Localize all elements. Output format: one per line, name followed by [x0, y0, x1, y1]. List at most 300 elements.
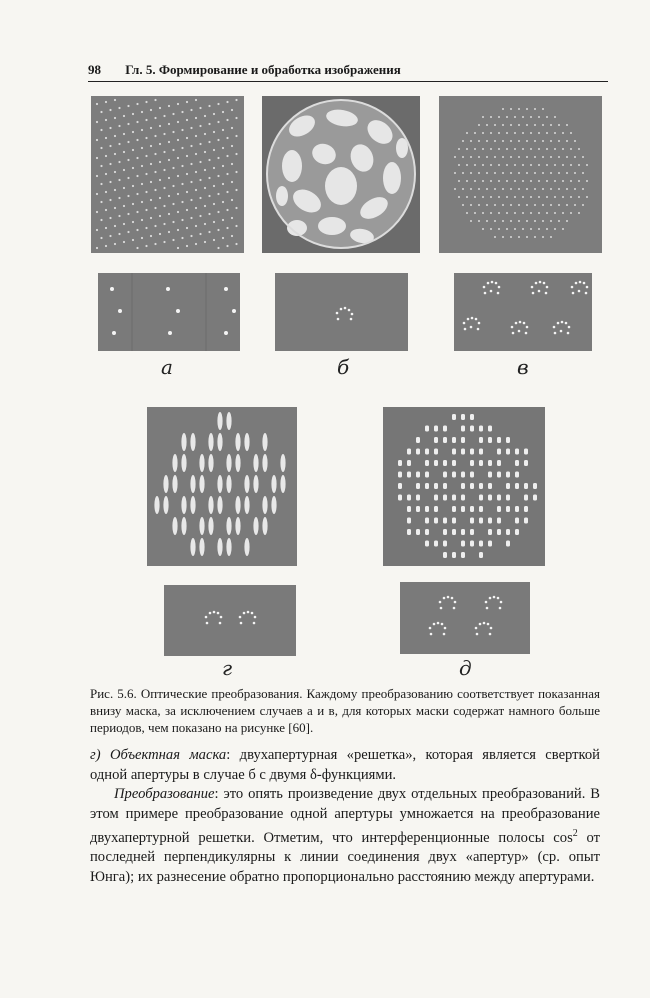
fringe-dot — [416, 449, 420, 455]
lattice-spot — [109, 127, 111, 129]
mask-spot — [554, 332, 557, 335]
mask-spot — [572, 292, 575, 295]
lattice-spot — [226, 245, 228, 247]
lattice-spot — [204, 187, 206, 189]
lattice-spot — [199, 143, 201, 145]
fringe-band — [280, 475, 285, 493]
fringe-dot — [398, 495, 402, 501]
fringe-band — [271, 496, 276, 514]
fringe-dot — [434, 506, 438, 512]
lattice-spot — [145, 119, 147, 121]
panel-background — [164, 585, 296, 656]
lattice-spot — [462, 140, 464, 142]
mask-spot — [430, 633, 433, 636]
lattice-spot — [494, 236, 496, 238]
lattice-spot — [123, 151, 125, 153]
lattice-spot — [181, 147, 183, 149]
lattice-spot — [518, 188, 520, 190]
lattice-spot — [154, 117, 156, 119]
lattice-spot — [168, 231, 170, 233]
lattice-spot — [542, 140, 544, 142]
lattice-spot — [114, 153, 116, 155]
lattice-spot — [466, 196, 468, 198]
lattice-spot — [486, 140, 488, 142]
lattice-spot — [231, 127, 233, 129]
lattice-spot — [522, 164, 524, 166]
fringe-band — [190, 475, 195, 493]
lattice-spot — [454, 188, 456, 190]
lattice-spot — [478, 188, 480, 190]
lattice-spot — [168, 195, 170, 197]
lattice-spot — [168, 177, 170, 179]
lattice-spot — [141, 201, 143, 203]
lattice-spot — [486, 172, 488, 174]
lattice-spot — [542, 204, 544, 206]
mask-spot — [493, 596, 496, 599]
lattice-spot — [514, 164, 516, 166]
lattice-spot — [163, 241, 165, 243]
lattice-spot — [518, 124, 520, 126]
lattice-spot — [114, 189, 116, 191]
mask-spot — [499, 607, 502, 610]
figure-label-v: в — [517, 355, 529, 379]
lattice-spot — [486, 156, 488, 158]
lattice-spot — [534, 236, 536, 238]
lattice-spot — [177, 139, 179, 141]
lattice-spot — [163, 187, 165, 189]
lattice-spot — [514, 148, 516, 150]
mask-spot — [586, 286, 589, 289]
lattice-spot — [199, 125, 201, 127]
lattice-spot — [136, 139, 138, 141]
fringe-band — [217, 538, 222, 556]
fringe-band — [280, 454, 285, 472]
mask-spot — [470, 326, 473, 329]
lattice-spot — [127, 231, 129, 233]
mask-spot — [443, 633, 446, 636]
mask-spot — [441, 623, 444, 626]
fringe-dot — [407, 529, 411, 535]
lattice-spot — [217, 211, 219, 213]
lattice-spot — [118, 233, 120, 235]
lattice-spot — [546, 148, 548, 150]
lattice-spot — [538, 148, 540, 150]
lattice-spot — [154, 189, 156, 191]
fringe-dot — [533, 495, 537, 501]
fringe-band — [172, 517, 177, 535]
lattice-spot — [213, 167, 215, 169]
lattice-spot — [558, 156, 560, 158]
lattice-spot — [172, 221, 174, 223]
fringe-band — [235, 454, 240, 472]
lattice-spot — [132, 203, 134, 205]
lattice-spot — [570, 132, 572, 134]
lattice-spot — [118, 107, 120, 109]
mask-spot — [553, 326, 556, 329]
fringe-dot — [452, 437, 456, 443]
lattice-spot — [554, 132, 556, 134]
lattice-spot — [566, 140, 568, 142]
lattice-spot — [199, 107, 201, 109]
mask-spot — [487, 623, 490, 626]
lattice-spot — [114, 135, 116, 137]
fringe-dot — [416, 495, 420, 501]
fringe-dot — [452, 518, 456, 524]
lattice-spot — [530, 196, 532, 198]
lattice-spot — [154, 225, 156, 227]
chapter-title: Гл. 5. Формирование и обработка изображения — [125, 62, 401, 77]
panel-background — [439, 96, 602, 253]
lattice-spot — [154, 207, 156, 209]
fringe-dot — [452, 495, 456, 501]
lattice-spot — [542, 124, 544, 126]
lattice-spot — [510, 124, 512, 126]
lattice-spot — [558, 140, 560, 142]
fringe-dot — [443, 529, 447, 535]
fringe-dot — [497, 506, 501, 512]
mask-spot — [253, 622, 256, 625]
mask-spot — [213, 611, 216, 614]
panel-g-transform — [147, 407, 297, 566]
lattice-spot — [217, 157, 219, 159]
fringe-dot — [488, 495, 492, 501]
lattice-spot — [558, 172, 560, 174]
lattice-spot — [136, 121, 138, 123]
lattice-spot — [482, 212, 484, 214]
lattice-spot — [96, 211, 98, 213]
lattice-spot — [494, 140, 496, 142]
lattice-spot — [163, 205, 165, 207]
lattice-spot — [109, 145, 111, 147]
lattice-spot — [186, 209, 188, 211]
fringe-dot — [470, 472, 474, 478]
lattice-spot — [168, 141, 170, 143]
fringe-dot — [407, 460, 411, 466]
mask-spot — [543, 282, 546, 285]
lattice-spot — [150, 235, 152, 237]
lattice-spot — [163, 133, 165, 135]
fringe-dot — [524, 495, 528, 501]
lattice-spot — [208, 123, 210, 125]
lattice-spot — [136, 247, 138, 249]
fringe-dot — [416, 472, 420, 478]
lattice-spot — [199, 161, 201, 163]
lattice-spot — [478, 140, 480, 142]
lattice-spot — [222, 147, 224, 149]
lattice-spot — [526, 140, 528, 142]
lattice-spot — [554, 148, 556, 150]
lattice-spot — [530, 212, 532, 214]
figure-caption — [90, 685, 600, 736]
bright-blob — [318, 217, 346, 235]
lattice-spot — [494, 124, 496, 126]
lattice-spot — [141, 183, 143, 185]
lattice-spot — [114, 171, 116, 173]
lattice-spot — [522, 196, 524, 198]
fringe-band — [181, 454, 186, 472]
lattice-spot — [534, 204, 536, 206]
lattice-spot — [570, 212, 572, 214]
fringe-dot — [452, 460, 456, 466]
lattice-spot — [522, 228, 524, 230]
fringe-dot — [524, 460, 528, 466]
fringe-dot — [497, 437, 501, 443]
fringe-dot — [434, 426, 438, 432]
lattice-spot — [554, 196, 556, 198]
lattice-spot — [204, 205, 206, 207]
lattice-spot — [109, 163, 111, 165]
fringe-dot — [425, 541, 429, 547]
lattice-spot — [190, 217, 192, 219]
lattice-spot — [482, 228, 484, 230]
fringe-band — [172, 475, 177, 493]
lattice-spot — [96, 247, 98, 249]
lattice-spot — [177, 157, 179, 159]
fringe-band — [262, 496, 267, 514]
lattice-spot — [118, 215, 120, 217]
lattice-spot — [562, 148, 564, 150]
lattice-spot — [118, 161, 120, 163]
lattice-spot — [538, 212, 540, 214]
lattice-spot — [150, 127, 152, 129]
lattice-spot — [490, 180, 492, 182]
lattice-spot — [558, 204, 560, 206]
mask-spot — [476, 633, 479, 636]
lattice-spot — [506, 132, 508, 134]
lattice-spot — [558, 124, 560, 126]
lattice-spot — [123, 205, 125, 207]
lattice-spot — [478, 204, 480, 206]
lattice-spot — [470, 140, 472, 142]
panel-a-mask-image — [98, 273, 240, 351]
lattice-spot — [96, 229, 98, 231]
lattice-spot — [474, 180, 476, 182]
lattice-spot — [530, 148, 532, 150]
lattice-spot — [123, 241, 125, 243]
mask-spot — [224, 331, 228, 335]
lattice-spot — [566, 156, 568, 158]
lattice-spot — [470, 204, 472, 206]
lattice-spot — [177, 193, 179, 195]
lattice-spot — [168, 105, 170, 107]
fringe-band — [235, 433, 240, 451]
lattice-spot — [466, 180, 468, 182]
mask-spot — [479, 623, 482, 626]
fringe-dot — [407, 518, 411, 524]
mask-spot — [232, 309, 236, 313]
lattice-spot — [100, 147, 102, 149]
lattice-spot — [127, 213, 129, 215]
lattice-spot — [118, 197, 120, 199]
lattice-spot — [498, 116, 500, 118]
lattice-spot — [208, 105, 210, 107]
lattice-spot — [478, 220, 480, 222]
fringe-dot — [434, 483, 438, 489]
fringe-band — [217, 412, 222, 430]
lattice-spot — [478, 156, 480, 158]
mask-spot — [454, 601, 457, 604]
fringe-dot — [434, 449, 438, 455]
lattice-spot — [186, 101, 188, 103]
lattice-spot — [172, 239, 174, 241]
lattice-spot — [586, 164, 588, 166]
lattice-spot — [154, 99, 156, 101]
fringe-dot — [452, 414, 456, 420]
lattice-spot — [231, 145, 233, 147]
fringe-dot — [425, 426, 429, 432]
lattice-spot — [231, 181, 233, 183]
lattice-spot — [534, 172, 536, 174]
mask-spot — [571, 286, 574, 289]
lattice-spot — [526, 204, 528, 206]
fringe-dot — [443, 495, 447, 501]
body-text — [90, 746, 600, 887]
mask-spot — [491, 281, 494, 284]
lattice-spot — [546, 228, 548, 230]
lattice-spot — [217, 247, 219, 249]
mask-spot — [205, 616, 208, 619]
mask-spot — [166, 287, 170, 291]
lattice-spot — [582, 204, 584, 206]
fringe-band — [217, 496, 222, 514]
fringe-band — [235, 517, 240, 535]
mask-spot — [561, 321, 564, 324]
lattice-spot — [466, 132, 468, 134]
lattice-spot — [514, 196, 516, 198]
lattice-spot — [458, 148, 460, 150]
fringe-band — [163, 475, 168, 493]
lattice-spot — [490, 164, 492, 166]
fringe-band — [262, 433, 267, 451]
panel-d-mask-image — [400, 582, 530, 654]
lattice-spot — [150, 163, 152, 165]
panel-g-mask-image — [164, 585, 296, 656]
lattice-spot — [213, 221, 215, 223]
panel-a-transform-image — [91, 96, 244, 253]
mask-spot — [340, 308, 343, 311]
lattice-spot — [582, 156, 584, 158]
lattice-spot — [141, 111, 143, 113]
mask-spot — [217, 612, 220, 615]
lattice-spot — [235, 171, 237, 173]
lattice-spot — [462, 188, 464, 190]
lattice-spot — [159, 107, 161, 109]
lattice-spot — [132, 149, 134, 151]
lattice-spot — [145, 191, 147, 193]
lattice-spot — [538, 132, 540, 134]
figure-label-a: а — [161, 355, 173, 379]
mask-spot — [453, 607, 456, 610]
lattice-spot — [231, 235, 233, 237]
lattice-spot — [181, 129, 183, 131]
lattice-spot — [213, 131, 215, 133]
lattice-spot — [530, 228, 532, 230]
fringe-dot — [488, 518, 492, 524]
lattice-spot — [474, 132, 476, 134]
fringe-dot — [470, 518, 474, 524]
fringe-band — [244, 475, 249, 493]
panel-b-transform-image — [262, 96, 420, 253]
running-head — [88, 62, 608, 78]
lattice-spot — [217, 175, 219, 177]
fringe-dot — [470, 426, 474, 432]
mask-spot — [471, 317, 474, 320]
mask-spot — [497, 292, 500, 295]
lattice-spot — [159, 125, 161, 127]
mask-spot — [463, 322, 466, 325]
mask-spot — [118, 309, 122, 313]
lattice-spot — [222, 165, 224, 167]
lattice-spot — [486, 204, 488, 206]
lattice-spot — [226, 227, 228, 229]
lattice-spot — [478, 124, 480, 126]
fringe-dot — [506, 541, 510, 547]
lattice-spot — [190, 199, 192, 201]
caption-text: Оптические преобразования. Каждому преобразованию соответствует показанная внизу маска, за исключением случаев а и в, для которых маски содержат намного больше периодов, чем показано на рисунке [60]. — [90, 686, 600, 735]
fringe-dot — [461, 483, 465, 489]
lattice-spot — [127, 177, 129, 179]
lattice-spot — [546, 180, 548, 182]
mask-spot — [495, 282, 498, 285]
lattice-spot — [109, 235, 111, 237]
lattice-spot — [100, 201, 102, 203]
lattice-spot — [458, 164, 460, 166]
lattice-spot — [502, 172, 504, 174]
lattice-spot — [506, 228, 508, 230]
para-text-1: : это опять произведение двух отдельных преобразований. В этом примере преобразование одной апертуры умножается на преобразование двухапертурной решетки. Отметим, что интерференционные полосы cos — [90, 786, 600, 846]
lattice-spot — [458, 180, 460, 182]
lattice-spot — [231, 109, 233, 111]
mask-spot — [535, 282, 538, 285]
lattice-spot — [534, 156, 536, 158]
figure-label-d: д — [459, 656, 472, 680]
panel-v-mask — [454, 273, 592, 351]
lattice-spot — [114, 225, 116, 227]
mask-spot — [439, 601, 442, 604]
lattice-spot — [566, 124, 568, 126]
para-term: Преобразование — [114, 786, 215, 802]
lattice-spot — [526, 108, 528, 110]
mask-spot — [336, 312, 339, 315]
lattice-spot — [177, 103, 179, 105]
panel-b-mask-image — [275, 273, 408, 351]
mask-spot — [209, 612, 212, 615]
lattice-spot — [498, 164, 500, 166]
bright-blob — [276, 186, 288, 206]
lattice-spot — [172, 113, 174, 115]
lattice-spot — [132, 239, 134, 241]
lattice-spot — [217, 103, 219, 105]
lattice-spot — [490, 148, 492, 150]
mask-spot — [254, 616, 257, 619]
mask-spot — [557, 322, 560, 325]
lattice-spot — [141, 165, 143, 167]
lattice-spot — [550, 204, 552, 206]
lattice-spot — [470, 156, 472, 158]
lattice-spot — [168, 123, 170, 125]
lattice-spot — [226, 155, 228, 157]
panel-b-mask — [275, 273, 408, 351]
fringe-band — [235, 496, 240, 514]
lattice-spot — [159, 143, 161, 145]
lattice-spot — [530, 164, 532, 166]
lattice-spot — [181, 111, 183, 113]
fringe-band — [253, 475, 258, 493]
lattice-spot — [159, 233, 161, 235]
fringe-dot — [398, 483, 402, 489]
mask-spot — [579, 281, 582, 284]
lattice-spot — [534, 108, 536, 110]
